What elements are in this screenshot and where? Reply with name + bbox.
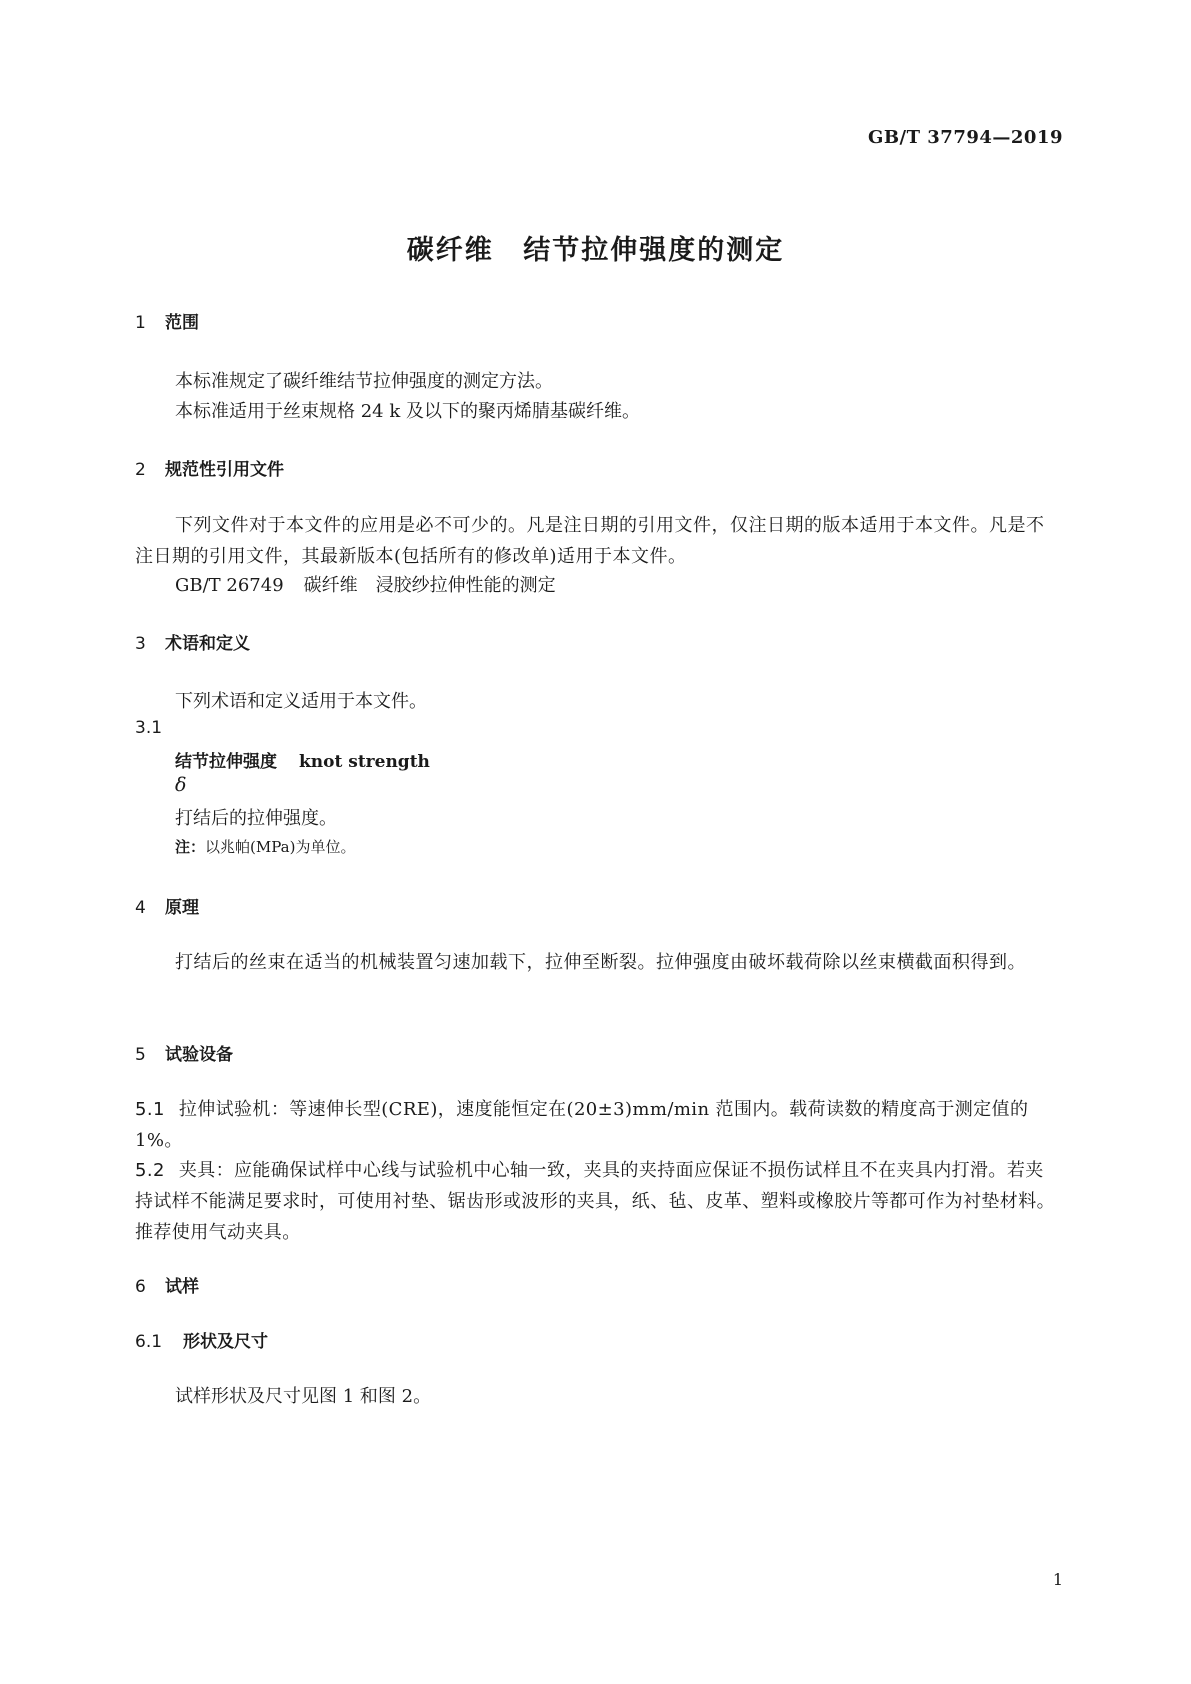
section-4-heading — [135, 893, 199, 918]
document-title — [0, 228, 1191, 267]
section-number: 1 — [135, 313, 146, 333]
term-chinese: 结节拉伸强度 — [175, 752, 277, 772]
section-3-heading — [135, 629, 250, 654]
reference-code: GB/T 26749 — [175, 575, 284, 596]
normative-reference — [175, 571, 556, 597]
section-title: 原理 — [165, 898, 199, 918]
page-number: 1 — [1052, 1570, 1063, 1589]
section-4-paragraph: 打结后的丝束在适当的机械装置匀速加载下，拉伸至断裂。拉伸强度由破坏载荷除以丝束横截面积得到。 — [175, 952, 1026, 973]
subsection-title: 形状及尺寸 — [183, 1332, 268, 1352]
section-2-paragraph: 下列文件对于本文件的应用是必不可少的。凡是注日期的引用文件，仅注日期的版本适用于本文件。凡是不注日期的引用文件，其最新版本(包括所有的修改单)适用于本文件。 — [135, 515, 1045, 567]
clause-text: 拉伸试验机：等速伸长型(CRE)，速度能恒定在(20±3)mm/min 范围内。载荷读数的精度高于测定值的 1%。 — [135, 1099, 1029, 1151]
section-1-paragraph-1: 本标准规定了碳纤维结节拉伸强度的测定方法。 — [175, 371, 553, 392]
clause-5-1 — [135, 1094, 1055, 1156]
section-5-heading — [135, 1040, 233, 1065]
term-number: 3.1 — [135, 718, 163, 738]
section-number: 6 — [135, 1277, 146, 1297]
section-title: 试验设备 — [165, 1045, 233, 1065]
title-sub: 结节拉伸强度的测定 — [523, 235, 785, 266]
section-2-heading — [135, 455, 284, 480]
section-number: 5 — [135, 1045, 146, 1065]
term-entry — [175, 747, 430, 772]
section-1-heading — [135, 308, 199, 333]
section-title: 术语和定义 — [165, 634, 250, 654]
section-title: 试样 — [165, 1277, 199, 1297]
note-text: 以兆帕(MPa)为单位。 — [205, 838, 356, 856]
clause-5-2 — [135, 1155, 1055, 1248]
reference-title-b: 浸胶纱拉伸性能的测定 — [375, 575, 556, 596]
reference-title-a: 碳纤维 — [303, 575, 358, 596]
title-main: 碳纤维 — [406, 235, 494, 266]
term-note — [175, 836, 355, 857]
subsection-number: 6.1 — [135, 1332, 163, 1352]
term-english: knot strength — [299, 752, 430, 772]
clause-number: 5.1 — [135, 1099, 165, 1120]
section-3-paragraph: 下列术语和定义适用于本文件。 — [175, 691, 427, 712]
section-6-paragraph: 试样形状及尺寸见图 1 和图 2。 — [175, 1386, 432, 1407]
term-symbol: δ — [175, 774, 187, 796]
section-number: 3 — [135, 634, 146, 654]
section-title: 范围 — [165, 313, 199, 333]
note-label: 注： — [175, 838, 206, 856]
section-number: 2 — [135, 460, 146, 480]
standard-number: GB/T 37794—2019 — [867, 127, 1063, 148]
clause-text: 夹具：应能确保试样中心线与试验机中心轴一致，夹具的夹持面应保证不损伤试样且不在夹具内打滑。若夹持试样不能满足要求时，可使用衬垫、锯齿形或波形的夹具，纸、毡、皮革、塑料或橡胶片等都可作为衬垫材料。推荐使用气动夹具。 — [135, 1160, 1055, 1243]
subsection-6-1-heading — [135, 1327, 268, 1352]
term-definition: 打结后的拉伸强度。 — [175, 808, 337, 829]
section-1-paragraph-2: 本标准适用于丝束规格 24 k 及以下的聚丙烯腈基碳纤维。 — [175, 401, 640, 422]
clause-number: 5.2 — [135, 1160, 165, 1181]
section-title: 规范性引用文件 — [165, 460, 284, 480]
section-number: 4 — [135, 898, 146, 918]
section-6-heading — [135, 1272, 199, 1297]
